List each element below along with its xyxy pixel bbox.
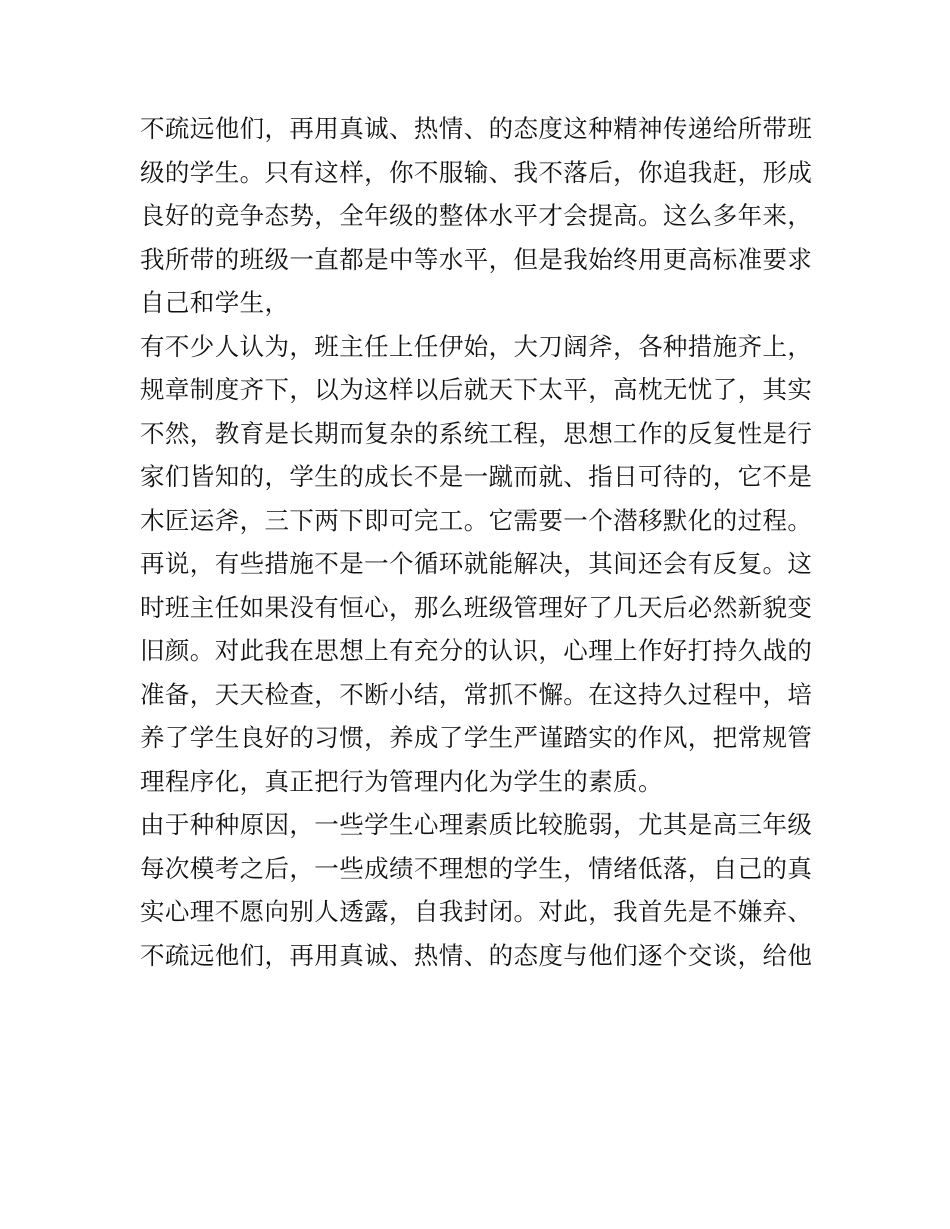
text-line: 实心理不愿向别人透露，自我封闭。对此，我首先是不嫌弃、 (140, 897, 813, 926)
text-line: 不疏远他们，再用真诚、热情、的态度与他们逐个交谈，给他 (140, 940, 813, 970)
text-line: 养了学生良好的习惯，养成了学生严谨踏实的作风，把常规管 (140, 723, 813, 752)
text-line: 自己和学生， (140, 288, 290, 317)
text-line: 木匠运斧，三下两下即可完工。它需要一个潜移默化的过程。 (140, 505, 813, 535)
text-line: 不疏远他们，再用真诚、热情、的态度这种精神传递给所带班 (140, 114, 813, 143)
text-line: 级的学生。只有这样，你不服输、我不落后，你追我赶，形成 (140, 157, 813, 187)
text-line: 理程序化，真正把行为管理内化为学生的素质。 (140, 766, 663, 796)
text-line: 我所带的班级一直都是中等水平，但是我始终用更高标准要求 (140, 244, 813, 274)
text-line: 由于种种原因，一些学生心理素质比较脆弱，尤其是高三年级 (140, 810, 813, 839)
text-line: 不然，教育是长期而复杂的系统工程，思想工作的反复性是行 (140, 418, 813, 448)
text-line: 准备，天天检查，不断小结，常抓不懈。在这持久过程中，培 (140, 679, 813, 709)
text-line: 家们皆知的，学生的成长不是一蹴而就、指日可待的，它不是 (140, 462, 813, 491)
text-line: 每次模考之后，一些成绩不理想的学生，情绪低落，自己的真 (140, 853, 813, 883)
text-line: 良好的竞争态势，全年级的整体水平才会提高。这么多年来， (140, 201, 813, 230)
text-line: 有不少人认为，班主任上任伊始，大刀阔斧，各种措施齐上， (140, 331, 813, 361)
text-line: 规章制度齐下，以为这样以后就天下太平，高枕无忧了，其实 (140, 375, 813, 404)
text-line: 再说，有些措施不是一个循环就能解决，其间还会有反复。这 (140, 549, 813, 578)
text-line: 时班主任如果没有恒心，那么班级管理好了几天后必然新貌变 (140, 592, 813, 622)
text-line: 旧颜。对此我在思想上有充分的认识，心理上作好打持久战的 (140, 636, 813, 665)
body-text (140, 107, 820, 977)
